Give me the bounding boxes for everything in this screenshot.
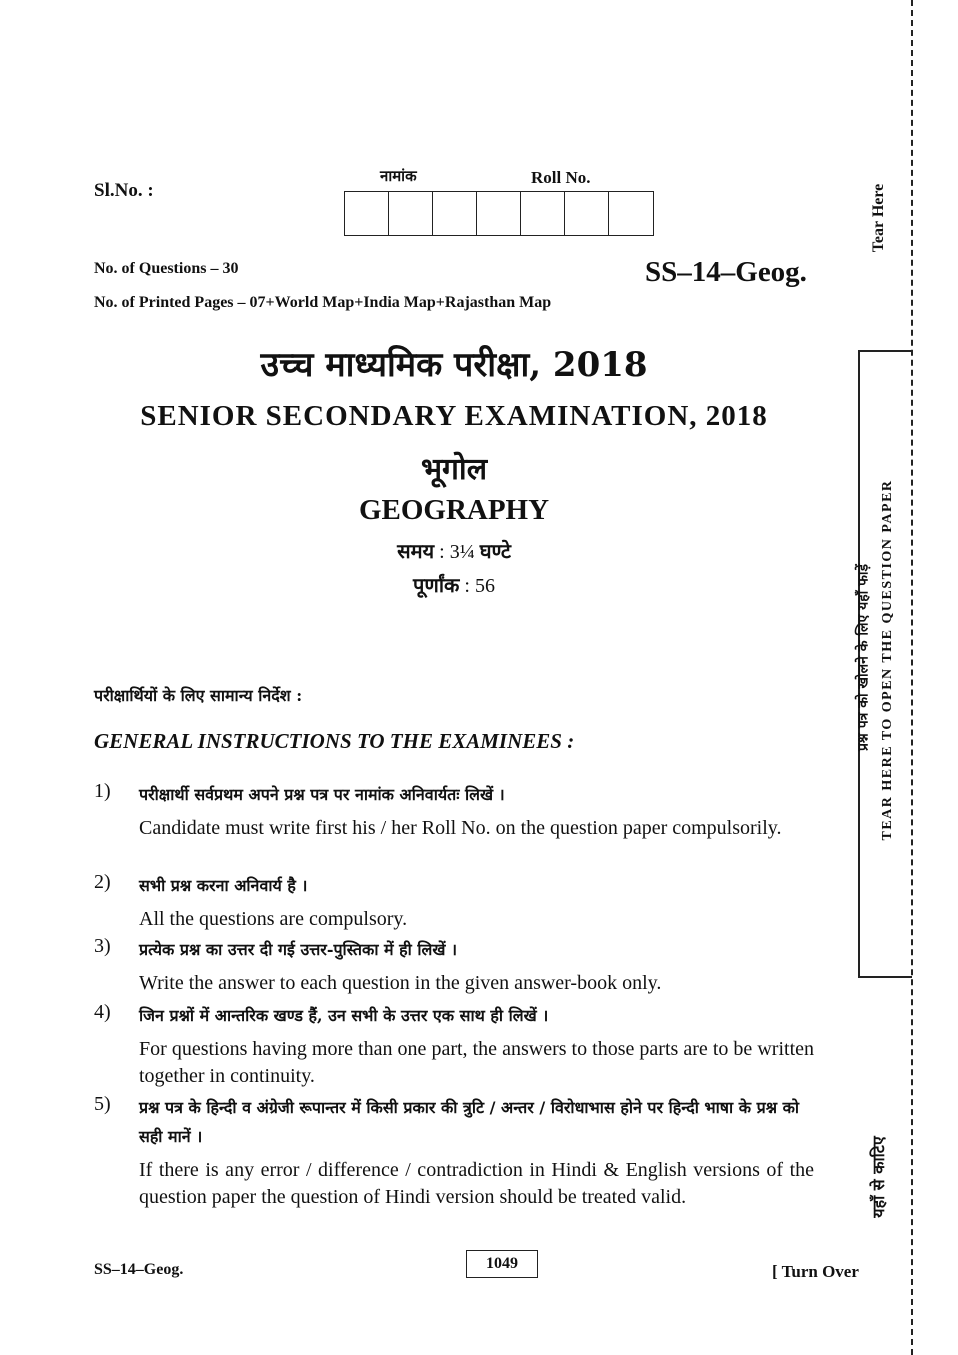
instruction-text-english: For questions having more than one part, the answers to those parts are to be written together in continuity. xyxy=(139,1038,814,1087)
subject-title-hindi: भूगोल xyxy=(420,452,488,487)
instruction-item-5 xyxy=(94,1093,814,1211)
printed-pages-info: No. of Printed Pages – 07+World Map+India Map+Rajasthan Map xyxy=(94,294,552,311)
roll-number-box xyxy=(609,192,653,235)
instruction-item-2 xyxy=(94,871,814,933)
subject-title-english: GEOGRAPHY xyxy=(358,494,550,526)
instruction-text-hindi: परीक्षार्थी सर्वप्रथम अपने प्रश्न पत्र पर नामांक अनिवार्यतः लिखें । xyxy=(139,785,505,804)
instructions-heading-english: GENERAL INSTRUCTIONS TO THE EXAMINEES : xyxy=(94,729,575,753)
time-value: : 3¼ xyxy=(439,541,475,563)
instruction-text-english: Write the answer to each question in the given answer-book only. xyxy=(139,972,662,994)
instruction-number: 5) xyxy=(94,1093,111,1115)
marks-label: पूर्णांक xyxy=(413,573,460,597)
instruction-text-english: All the questions are compulsory. xyxy=(139,908,408,930)
instruction-text-hindi: सभी प्रश्न करना अनिवार्य है । xyxy=(139,876,308,895)
instruction-text-hindi: प्रश्न पत्र के हिन्दी व अंग्रेजी रूपान्तर में किसी प्रकार की त्रुटि / अन्तर / विरोधाभास होने पर हिन्दी भाषा के प्रश्न को सही मानें । xyxy=(139,1098,800,1146)
roll-number-boxes xyxy=(344,191,654,236)
roll-number-box xyxy=(477,192,521,235)
instruction-item-1 xyxy=(94,780,814,842)
roll-number-box xyxy=(565,192,609,235)
tear-instruction-english: TEAR HERE TO OPEN THE QUESTION PAPER xyxy=(880,479,895,841)
serial-number-label: Sl.No. : xyxy=(94,180,154,201)
marks-value: : 56 xyxy=(464,575,495,597)
instruction-text-english: Candidate must write first his / her Roll No. on the question paper compulsorily. xyxy=(139,817,782,839)
instruction-item-3 xyxy=(94,935,814,997)
instruction-item-4 xyxy=(94,1001,814,1090)
maximum-marks xyxy=(0,571,908,598)
roll-number-box xyxy=(389,192,433,235)
instruction-text-english: If there is any error / difference / contradiction in Hindi & English versions of the question paper the question of Hindi version should be treated valid. xyxy=(139,1159,814,1208)
footer-paper-code: SS–14–Geog. xyxy=(94,1261,184,1278)
roll-number-box xyxy=(345,192,389,235)
time-unit: घण्टे xyxy=(479,539,511,563)
instructions-heading-hindi: परीक्षार्थियों के लिए सामान्य निर्देश : xyxy=(94,686,303,705)
tear-instruction-hindi: प्रश्न पत्र को खोलने के लिए यहाँ फाड़ें xyxy=(855,563,872,752)
roll-number-label-hindi: नामांक xyxy=(380,167,417,185)
paper-code: SS–14–Geog. xyxy=(645,256,807,288)
turn-over-label: [ Turn Over xyxy=(772,1262,859,1281)
number-of-questions: No. of Questions – 30 xyxy=(94,260,239,277)
instruction-number: 2) xyxy=(94,871,111,893)
instruction-text-hindi: जिन प्रश्नों में आन्तरिक खण्ड हैं, उन सभी के उत्तर एक साथ ही लिखें । xyxy=(139,1006,549,1025)
exam-title-english: SENIOR SECONDARY EXAMINATION, 2018 xyxy=(140,400,768,432)
page-number-box: 1049 xyxy=(466,1250,538,1278)
roll-number-box xyxy=(433,192,477,235)
instruction-number: 4) xyxy=(94,1001,111,1023)
roll-number-box xyxy=(521,192,565,235)
tear-here-label: Tear Here xyxy=(870,183,887,253)
cut-here-label-hindi: यहाँ से काटिए xyxy=(869,1136,888,1218)
time-label: समय xyxy=(397,539,435,563)
exam-duration xyxy=(0,537,908,564)
instruction-text-hindi: प्रत्येक प्रश्न का उत्तर दी गई उत्तर-पुस्तिका में ही लिखें । xyxy=(139,940,458,959)
instruction-number: 3) xyxy=(94,935,111,957)
exam-title-hindi: उच्च माध्यमिक परीक्षा, 2018 xyxy=(260,345,648,385)
roll-number-label: Roll No. xyxy=(531,168,591,187)
instruction-number: 1) xyxy=(94,780,111,802)
